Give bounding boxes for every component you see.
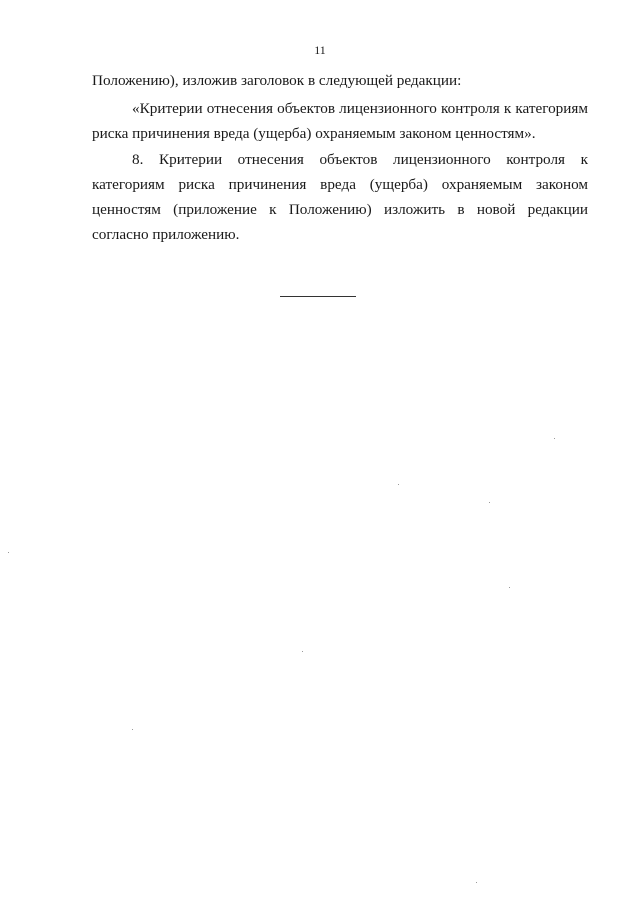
end-of-document-rule: [280, 296, 356, 297]
scan-speck: [554, 438, 555, 439]
page-number: 11: [314, 43, 326, 57]
paragraph-quoted-title: [92, 96, 588, 146]
scan-speck: [132, 729, 133, 730]
paragraph-item-8: [92, 147, 588, 247]
scan-speck: [398, 484, 399, 485]
scan-speck: [489, 502, 490, 503]
paragraph-continuation: [92, 68, 588, 93]
scan-speck: [476, 882, 477, 883]
scan-speck: [302, 651, 303, 652]
scan-speck: [8, 552, 9, 553]
paragraph-text: Положению), изложив заголовок в следующей редакции:: [92, 72, 462, 89]
paragraph-text: 8. Критерии отнесения объектов лицензионного контроля к категориям риска причинения вреда (ущерба) охраняемым законом ценностям (приложение к Положению) изложить в новой редакции согласно приложению.: [92, 151, 588, 243]
scan-speck: [509, 587, 510, 588]
paragraph-text: «Критерии отнесения объектов лицензионного контроля к категориям риска причинения вреда (ущерба) охраняемым законом ценностям».: [92, 100, 588, 142]
